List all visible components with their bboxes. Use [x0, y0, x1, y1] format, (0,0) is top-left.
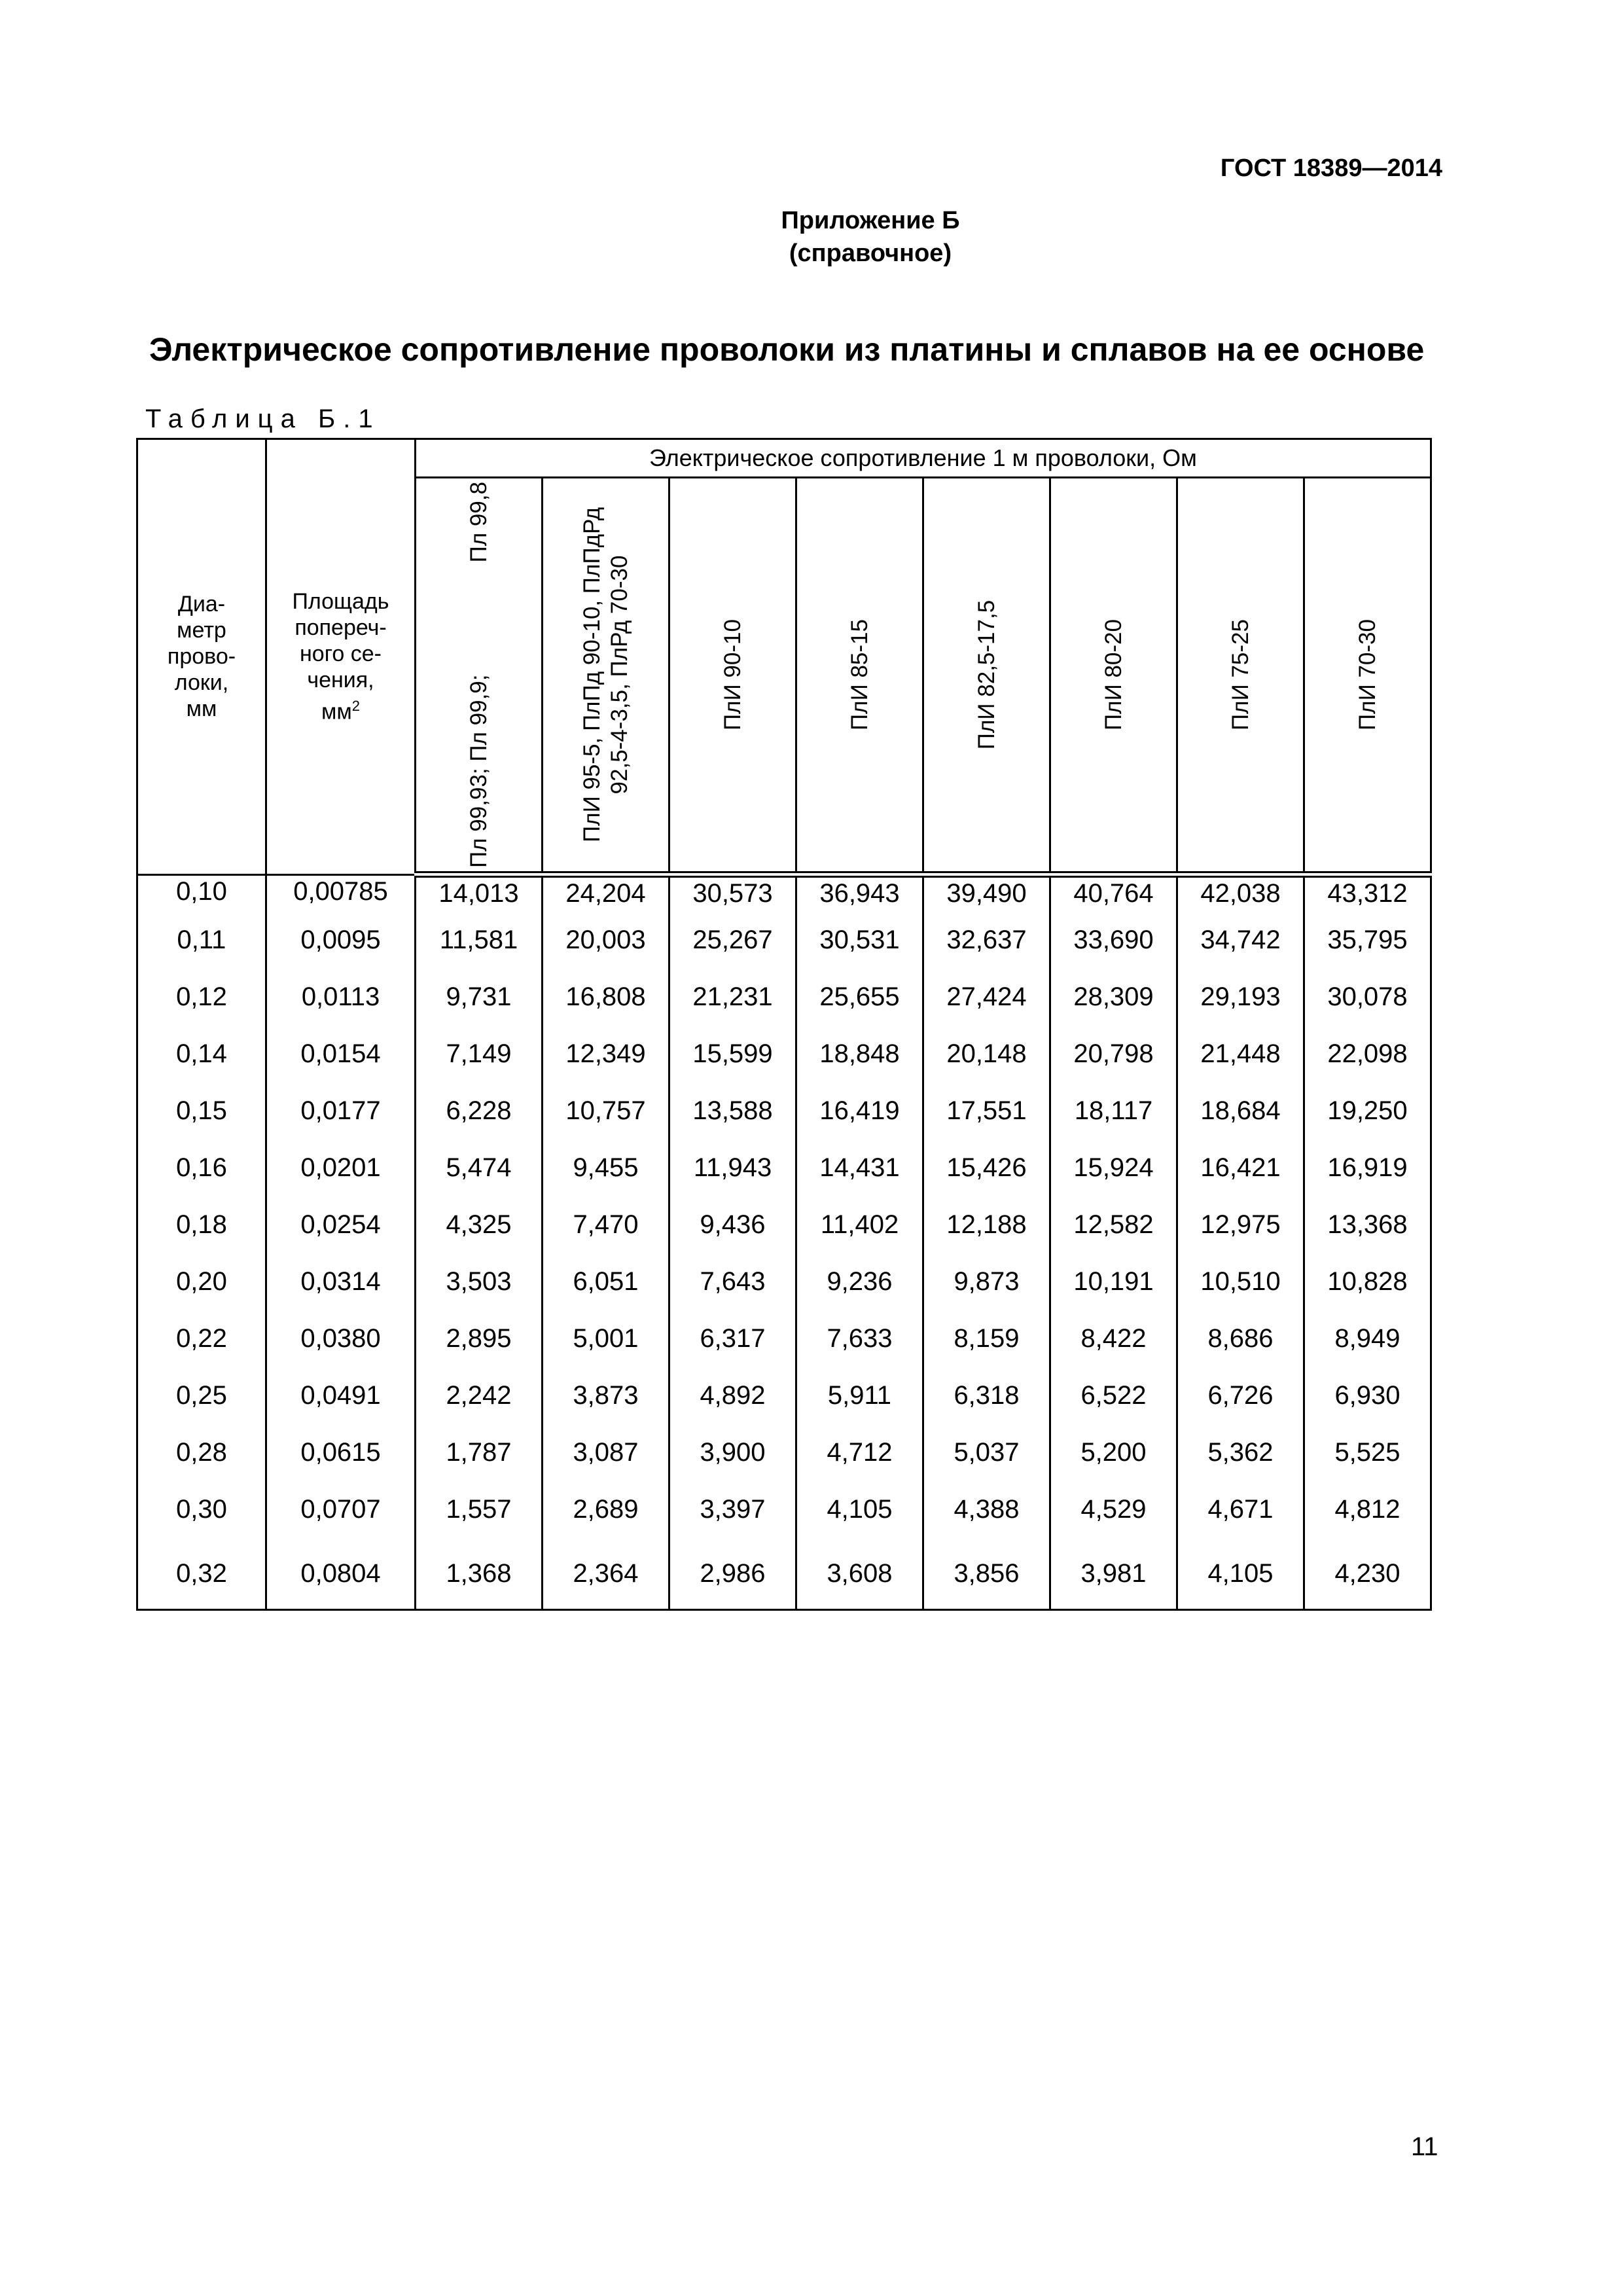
- resistance-cell: 30,573: [669, 874, 796, 912]
- resistance-cell: 4,892: [669, 1367, 796, 1424]
- alloy-header-1: [416, 478, 543, 875]
- resistance-cell: 18,117: [1050, 1083, 1177, 1139]
- resistance-cell: 4,712: [796, 1424, 923, 1481]
- resistance-cell: 9,873: [923, 1253, 1050, 1310]
- resistance-cell: 4,105: [796, 1481, 923, 1538]
- diameter-cell: 0,25: [137, 1367, 266, 1424]
- alloy-header-3: [669, 478, 796, 875]
- alloy-header-7: [1177, 478, 1304, 875]
- resistance-cell: 4,105: [1177, 1538, 1304, 1610]
- document-id: ГОСТ 18389—2014: [1220, 154, 1442, 182]
- resistance-cell: 1,557: [416, 1481, 543, 1538]
- resistance-cell: 16,419: [796, 1083, 923, 1139]
- page-title: Электрическое сопротивление проволоки из платины и сплавов на ее основе: [149, 331, 1425, 368]
- area-cell: 0,0177: [266, 1083, 416, 1139]
- resistance-cell: 7,643: [669, 1253, 796, 1310]
- appendix-heading: [0, 204, 1623, 270]
- resistance-cell: 24,204: [543, 874, 669, 912]
- alloy-header-4: [796, 478, 923, 875]
- table-label: Таблица Б.1: [145, 404, 381, 433]
- resistance-cell: 27,424: [923, 969, 1050, 1026]
- diameter-cell: 0,32: [137, 1538, 266, 1610]
- table-row: [137, 1538, 1431, 1610]
- diameter-cell: 0,30: [137, 1481, 266, 1538]
- col-header-diameter: [137, 439, 266, 875]
- resistance-cell: 6,930: [1304, 1367, 1431, 1424]
- resistance-cell: 6,317: [669, 1310, 796, 1367]
- resistance-cell: 10,828: [1304, 1253, 1431, 1310]
- resistance-cell: 4,812: [1304, 1481, 1431, 1538]
- resistance-cell: 16,421: [1177, 1139, 1304, 1196]
- table-row: [137, 1196, 1431, 1253]
- alloy-header-text: ПлИ 75-25: [1227, 619, 1253, 730]
- area-cell: 0,0095: [266, 912, 416, 969]
- table-row: [137, 874, 1431, 912]
- table-row: [137, 912, 1431, 969]
- resistance-cell: 30,531: [796, 912, 923, 969]
- resistance-cell: 9,436: [669, 1196, 796, 1253]
- resistance-cell: 16,919: [1304, 1139, 1431, 1196]
- alloy-header-5: [923, 478, 1050, 875]
- area-cell: 0,0201: [266, 1139, 416, 1196]
- resistance-cell: 30,078: [1304, 969, 1431, 1026]
- resistance-cell: 6,522: [1050, 1367, 1177, 1424]
- resistance-cell: 18,684: [1177, 1083, 1304, 1139]
- resistance-cell: 2,242: [416, 1367, 543, 1424]
- resistance-cell: 33,690: [1050, 912, 1177, 969]
- area-cell: 0,00785: [266, 874, 416, 912]
- resistance-cell: 6,051: [543, 1253, 669, 1310]
- area-unit-superscript: 2: [351, 698, 360, 715]
- area-cell: 0,0491: [266, 1367, 416, 1424]
- col-header-area: [266, 439, 416, 875]
- resistance-cell: 28,309: [1050, 969, 1177, 1026]
- resistance-cell: 11,402: [796, 1196, 923, 1253]
- diameter-cell: 0,20: [137, 1253, 266, 1310]
- resistance-cell: 36,943: [796, 874, 923, 912]
- resistance-cell: 3,503: [416, 1253, 543, 1310]
- diameter-cell: 0,10: [137, 874, 266, 912]
- resistance-cell: 6,318: [923, 1367, 1050, 1424]
- alloy-header-text: ПлИ 70-30: [1354, 619, 1380, 730]
- resistance-cell: 12,582: [1050, 1196, 1177, 1253]
- resistance-cell: 5,001: [543, 1310, 669, 1367]
- resistance-cell: 2,986: [669, 1538, 796, 1610]
- resistance-cell: 8,422: [1050, 1310, 1177, 1367]
- area-cell: 0,0254: [266, 1196, 416, 1253]
- diameter-header-text: Диа- метр прово- локи, мм: [167, 592, 236, 722]
- table-row: [137, 1481, 1431, 1538]
- resistance-cell: 3,873: [543, 1367, 669, 1424]
- resistance-cell: 2,364: [543, 1538, 669, 1610]
- alloy-header-6: [1050, 478, 1177, 875]
- resistance-cell: 29,193: [1177, 969, 1304, 1026]
- resistance-cell: 9,731: [416, 969, 543, 1026]
- diameter-cell: 0,12: [137, 969, 266, 1026]
- alloy-header-text: ПлИ 85-15: [846, 619, 872, 730]
- resistance-cell: 8,949: [1304, 1310, 1431, 1367]
- resistance-cell: 8,686: [1177, 1310, 1304, 1367]
- table-row: [137, 1367, 1431, 1424]
- resistance-cell: 5,200: [1050, 1424, 1177, 1481]
- appendix-subtitle: (справочное): [789, 240, 952, 267]
- resistance-cell: 18,848: [796, 1026, 923, 1083]
- diameter-cell: 0,11: [137, 912, 266, 969]
- resistance-cell: 5,037: [923, 1424, 1050, 1481]
- resistance-cell: 12,188: [923, 1196, 1050, 1253]
- resistance-cell: 21,231: [669, 969, 796, 1026]
- page-number: 11: [1411, 2132, 1438, 2161]
- resistance-cell: 6,726: [1177, 1367, 1304, 1424]
- resistance-cell: 4,671: [1177, 1481, 1304, 1538]
- resistance-cell: 10,510: [1177, 1253, 1304, 1310]
- resistance-cell: 21,448: [1177, 1026, 1304, 1083]
- resistance-cell: 15,599: [669, 1026, 796, 1083]
- resistance-cell: 15,426: [923, 1139, 1050, 1196]
- table-row: [137, 1026, 1431, 1083]
- resistance-cell: 4,230: [1304, 1538, 1431, 1610]
- diameter-cell: 0,15: [137, 1083, 266, 1139]
- resistance-cell: 4,388: [923, 1481, 1050, 1538]
- area-cell: 0,0615: [266, 1424, 416, 1481]
- resistance-cell: 9,455: [543, 1139, 669, 1196]
- resistance-cell: 34,742: [1177, 912, 1304, 969]
- alloy-header-8: [1304, 478, 1431, 875]
- alloy-header-text: Пл 99,8: [465, 482, 491, 563]
- resistance-cell: 13,368: [1304, 1196, 1431, 1253]
- area-cell: 0,0380: [266, 1310, 416, 1367]
- resistance-cell: 4,529: [1050, 1481, 1177, 1538]
- resistance-cell: 40,764: [1050, 874, 1177, 912]
- alloy-header-text: ПлИ 82,5-17,5: [973, 600, 999, 750]
- resistance-cell: 20,148: [923, 1026, 1050, 1083]
- appendix-title: Приложение Б: [781, 207, 960, 234]
- resistance-cell: 13,588: [669, 1083, 796, 1139]
- resistance-cell: 2,689: [543, 1481, 669, 1538]
- area-cell: 0,0804: [266, 1538, 416, 1610]
- resistance-cell: 5,362: [1177, 1424, 1304, 1481]
- area-cell: 0,0154: [266, 1026, 416, 1083]
- table-row: [137, 1310, 1431, 1367]
- table-row: [137, 1253, 1431, 1310]
- resistance-cell: 39,490: [923, 874, 1050, 912]
- resistance-cell: 16,808: [543, 969, 669, 1026]
- resistance-cell: 20,798: [1050, 1026, 1177, 1083]
- alloy-header-text: ПлИ 90-10: [719, 619, 745, 730]
- alloy-header-2: [543, 478, 669, 875]
- diameter-cell: 0,18: [137, 1196, 266, 1253]
- resistance-cell: 3,087: [543, 1424, 669, 1481]
- alloy-header-text: Пл 99,93; Пл 99,9;: [465, 674, 491, 868]
- resistance-cell: 1,368: [416, 1538, 543, 1610]
- resistance-cell: 35,795: [1304, 912, 1431, 969]
- resistance-cell: 10,757: [543, 1083, 669, 1139]
- table-row: [137, 1424, 1431, 1481]
- resistance-cell: 32,637: [923, 912, 1050, 969]
- alloy-header-text: ПлИ 95-5, ПлПд 90-10, ПлПдРд: [579, 507, 605, 842]
- diameter-cell: 0,22: [137, 1310, 266, 1367]
- resistance-cell: 11,581: [416, 912, 543, 969]
- resistance-cell: 22,098: [1304, 1026, 1431, 1083]
- resistance-cell: 15,924: [1050, 1139, 1177, 1196]
- diameter-cell: 0,16: [137, 1139, 266, 1196]
- resistance-cell: 7,470: [543, 1196, 669, 1253]
- area-cell: 0,0113: [266, 969, 416, 1026]
- alloy-header-text: 92,5-4-3,5, ПлРд 70-30: [606, 555, 632, 795]
- resistance-cell: 6,228: [416, 1083, 543, 1139]
- resistance-cell: 8,159: [923, 1310, 1050, 1367]
- resistance-cell: 5,474: [416, 1139, 543, 1196]
- area-header-text: Площадь попереч- ного се- чения, мм: [292, 589, 389, 725]
- resistance-cell: 3,397: [669, 1481, 796, 1538]
- resistance-cell: 1,787: [416, 1424, 543, 1481]
- group-header-resistance: Электрическое сопротивление 1 м проволоки, Ом: [416, 439, 1431, 478]
- resistance-cell: 10,191: [1050, 1253, 1177, 1310]
- resistance-cell: 43,312: [1304, 874, 1431, 912]
- resistance-cell: 5,911: [796, 1367, 923, 1424]
- resistance-cell: 2,895: [416, 1310, 543, 1367]
- resistance-cell: 14,013: [416, 874, 543, 912]
- resistance-cell: 42,038: [1177, 874, 1304, 912]
- resistance-cell: 5,525: [1304, 1424, 1431, 1481]
- area-cell: 0,0314: [266, 1253, 416, 1310]
- resistance-cell: 12,975: [1177, 1196, 1304, 1253]
- resistance-cell: 7,633: [796, 1310, 923, 1367]
- resistance-table: [136, 438, 1432, 1611]
- area-cell: 0,0707: [266, 1481, 416, 1538]
- resistance-cell: 19,250: [1304, 1083, 1431, 1139]
- table-row: [137, 969, 1431, 1026]
- resistance-cell: 3,900: [669, 1424, 796, 1481]
- alloy-header-text: ПлИ 80-20: [1100, 619, 1126, 730]
- resistance-cell: 12,349: [543, 1026, 669, 1083]
- resistance-cell: 25,267: [669, 912, 796, 969]
- diameter-cell: 0,14: [137, 1026, 266, 1083]
- resistance-cell: 11,943: [669, 1139, 796, 1196]
- diameter-cell: 0,28: [137, 1424, 266, 1481]
- table-row: [137, 1083, 1431, 1139]
- resistance-cell: 25,655: [796, 969, 923, 1026]
- resistance-cell: 14,431: [796, 1139, 923, 1196]
- resistance-cell: 3,981: [1050, 1538, 1177, 1610]
- resistance-cell: 3,856: [923, 1538, 1050, 1610]
- resistance-cell: 17,551: [923, 1083, 1050, 1139]
- resistance-cell: 9,236: [796, 1253, 923, 1310]
- resistance-cell: 3,608: [796, 1538, 923, 1610]
- resistance-cell: 4,325: [416, 1196, 543, 1253]
- table-row: [137, 1139, 1431, 1196]
- resistance-cell: 20,003: [543, 912, 669, 969]
- resistance-cell: 7,149: [416, 1026, 543, 1083]
